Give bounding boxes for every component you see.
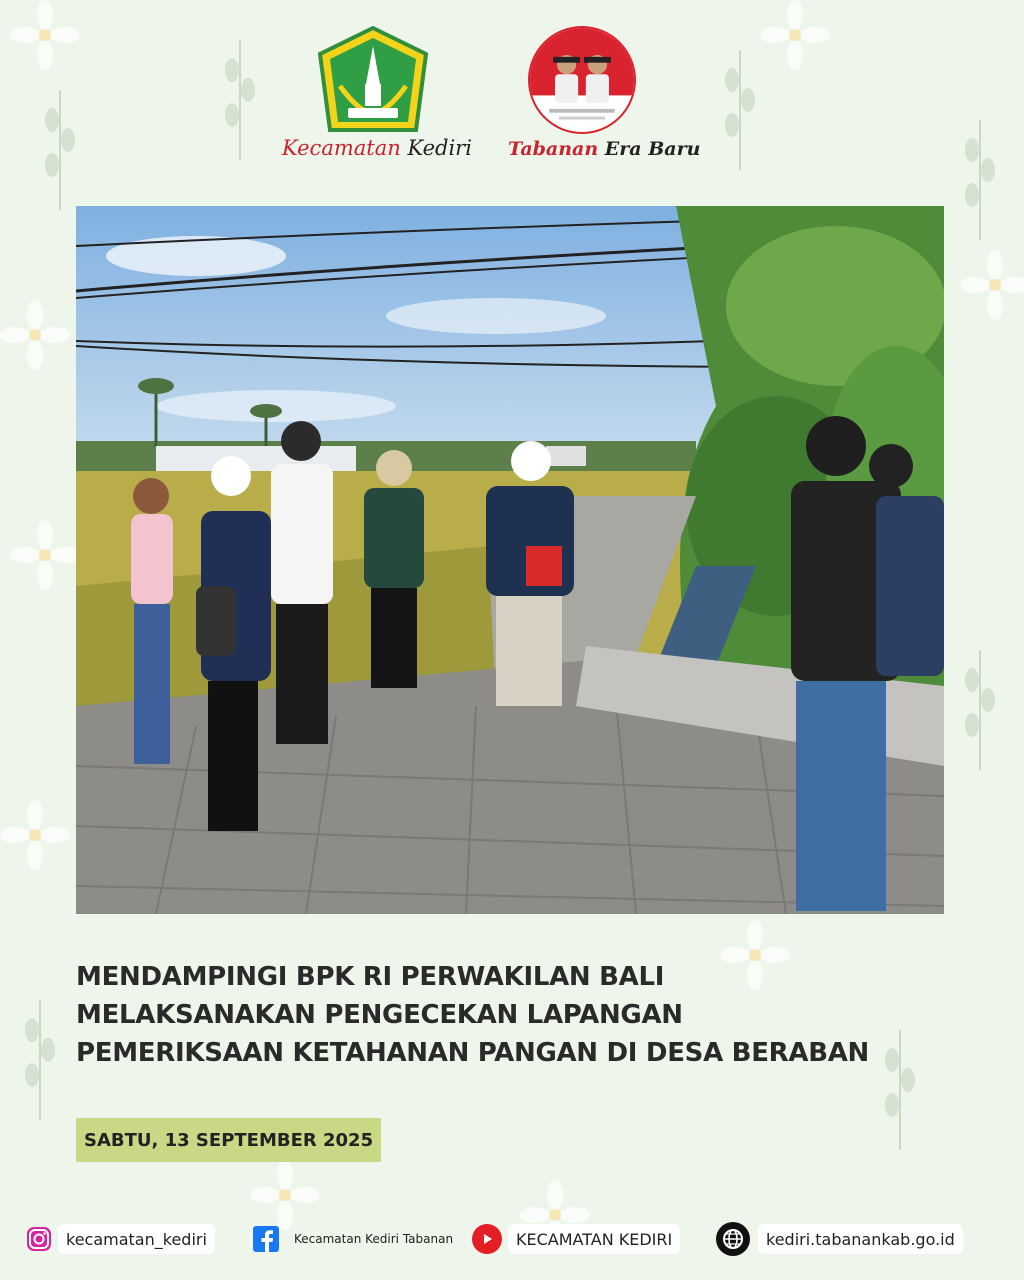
photo-illustration xyxy=(76,206,944,914)
flower-decoration xyxy=(760,0,830,70)
instagram-handle-pill xyxy=(58,1224,215,1254)
brand-left-part1: Kecamatan xyxy=(282,136,401,160)
instagram-handle: kecamatan_kediri xyxy=(66,1229,207,1249)
flower-decoration xyxy=(0,800,70,870)
instagram-icon xyxy=(26,1226,52,1252)
instagram-link[interactable] xyxy=(26,1224,215,1254)
tabanan-era-baru-logo xyxy=(528,26,636,134)
leaf-decoration xyxy=(40,90,80,210)
globe-icon xyxy=(716,1222,750,1256)
facebook-page-pill xyxy=(286,1224,461,1254)
date-text: SABTU, 13 SEPTEMBER 2025 xyxy=(84,1129,374,1151)
youtube-icon xyxy=(472,1224,502,1254)
headline-line: MELAKSANAKAN PENGECEKAN LAPANGAN xyxy=(76,1000,683,1030)
facebook-icon xyxy=(252,1225,280,1253)
leaf-decoration xyxy=(960,650,1000,770)
kecamatan-kediri-logo xyxy=(318,26,428,132)
flower-decoration xyxy=(960,250,1024,320)
youtube-channel-name: KECAMATAN KEDIRI xyxy=(516,1229,673,1249)
leaf-decoration xyxy=(720,50,760,170)
headline-line: MENDAMPINGI BPK RI PERWAKILAN BALI xyxy=(76,962,665,992)
leaf-decoration xyxy=(220,40,260,160)
leaf-decoration xyxy=(20,1000,60,1120)
flower-decoration xyxy=(10,520,80,590)
facebook-page-name: Kecamatan Kediri Tabanan xyxy=(294,1232,454,1246)
kecamatan-kediri-wordmark xyxy=(282,136,482,160)
youtube-channel-pill xyxy=(508,1224,680,1254)
leaf-decoration xyxy=(960,120,1000,240)
headline-line: PEMERIKSAAN KETAHANAN PANGAN DI DESA BERABAN xyxy=(76,1038,869,1068)
brand-right-part2: Era Baru xyxy=(604,138,701,160)
brand-left-part2: Kediri xyxy=(407,136,472,160)
website-url: kediri.tabanankab.go.id xyxy=(766,1229,955,1249)
field-inspection-photo xyxy=(76,206,944,914)
youtube-link[interactable] xyxy=(472,1224,680,1254)
website-url-pill xyxy=(758,1224,963,1254)
date-badge xyxy=(76,1118,381,1162)
facebook-link[interactable] xyxy=(252,1224,461,1254)
brand-right-part1: Tabanan xyxy=(508,138,599,160)
flower-decoration xyxy=(250,1160,320,1230)
headline xyxy=(76,958,976,1072)
website-link[interactable] xyxy=(716,1222,963,1256)
flower-decoration xyxy=(10,0,80,70)
flower-decoration xyxy=(0,300,70,370)
tabanan-era-baru-wordmark xyxy=(508,138,708,160)
